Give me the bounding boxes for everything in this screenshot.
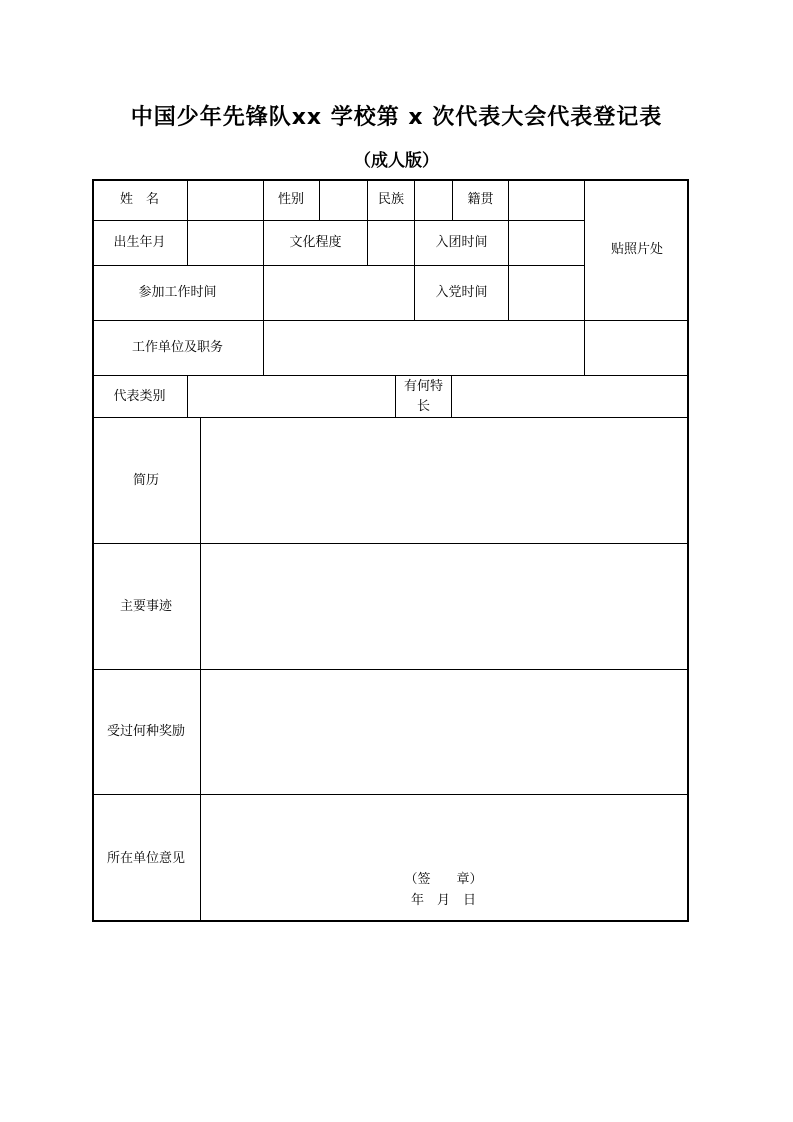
- education-label: 文化程度: [264, 221, 368, 266]
- signature-label: （签 章）: [404, 872, 483, 887]
- gender-field[interactable]: [320, 179, 368, 221]
- category-label: 代表类别: [92, 376, 188, 418]
- work-start-label: 参加工作时间: [92, 266, 264, 321]
- ethnicity-label: 民族: [368, 179, 415, 221]
- awards-field[interactable]: [201, 670, 689, 795]
- resume-field[interactable]: [201, 418, 689, 544]
- deeds-label: 主要事迹: [92, 544, 201, 670]
- party-join-field[interactable]: [509, 266, 585, 321]
- category-field[interactable]: [188, 376, 396, 418]
- ethnicity-field[interactable]: [415, 179, 453, 221]
- photo-area: 贴照片处: [585, 179, 689, 321]
- native-place-field[interactable]: [509, 179, 585, 221]
- league-join-field[interactable]: [509, 221, 585, 266]
- specialty-label: 有何特长: [396, 376, 452, 418]
- education-field[interactable]: [368, 221, 415, 266]
- party-join-label: 入党时间: [415, 266, 509, 321]
- awards-label: 受过何种奖励: [92, 670, 201, 795]
- birth-field[interactable]: [188, 221, 264, 266]
- page-subtitle: （成人版）: [354, 151, 439, 171]
- employer-label: 工作单位及职务: [92, 321, 264, 376]
- gender-label: 性别: [264, 179, 320, 221]
- league-join-label: 入团时间: [415, 221, 509, 266]
- opinion-label: 所在单位意见: [92, 795, 201, 922]
- birth-label: 出生年月: [92, 221, 188, 266]
- specialty-field[interactable]: [452, 376, 689, 418]
- blank-cell: [585, 321, 689, 376]
- date-label: 年 月 日: [410, 893, 476, 908]
- deeds-field[interactable]: [201, 544, 689, 670]
- page-title: 中国少年先锋队xx 学校第 x 次代表大会代表登记表: [130, 105, 663, 130]
- registration-form: [92, 179, 689, 922]
- work-start-field[interactable]: [264, 266, 415, 321]
- name-label: 姓 名: [92, 179, 188, 221]
- resume-label: 简历: [92, 418, 201, 544]
- native-place-label: 籍贯: [453, 179, 509, 221]
- name-field[interactable]: [188, 179, 264, 221]
- employer-field[interactable]: [264, 321, 585, 376]
